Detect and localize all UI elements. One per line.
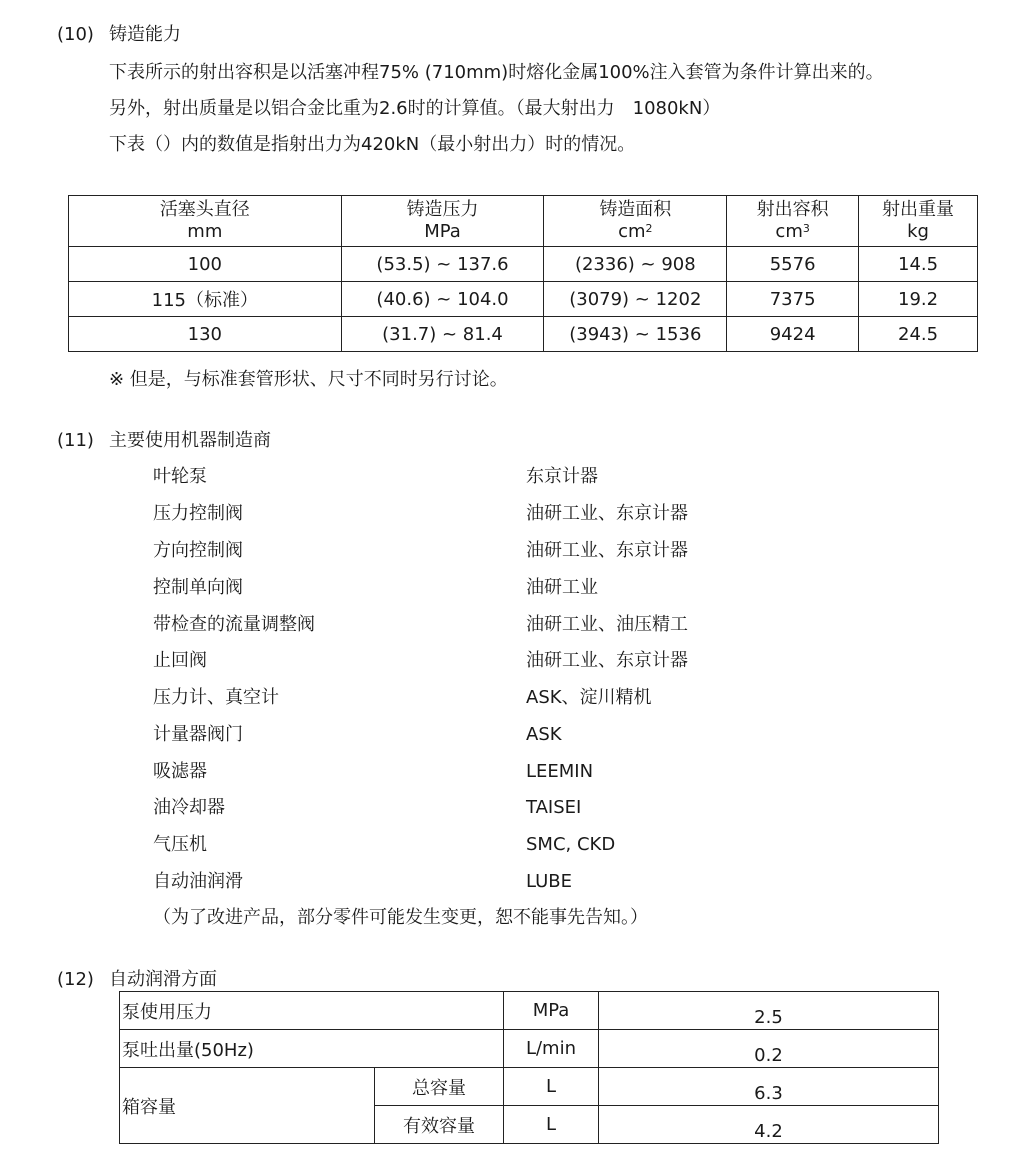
table-row: [69, 247, 978, 282]
cell-weight: 14.5: [859, 247, 978, 282]
section-10-note: ※ 但是，与标准套管形状、尺寸不同时另行讨论。: [109, 369, 508, 390]
cell-diameter: 115（标准）: [69, 282, 342, 317]
header-casting-area: 铸造面积 $cm^2$: [544, 196, 727, 247]
manufacturer: ASK、淀川精机: [526, 687, 652, 708]
unit-cell: L/min: [504, 1030, 599, 1068]
header-injection-weight: 射出重量 kg: [859, 196, 978, 247]
table-header-row: [69, 196, 978, 247]
cell-volume: 7375: [727, 282, 859, 317]
section-12-title: 自动润滑方面: [109, 969, 217, 990]
section-10-title: 铸造能力: [109, 24, 181, 45]
cell-pressure: (40.6) ~ 104.0: [341, 282, 544, 317]
manufacturer: LUBE: [526, 871, 573, 892]
value-cell: 6.3: [599, 1068, 939, 1106]
table-row: [120, 1068, 939, 1106]
equipment-name: 叶轮泵: [153, 466, 207, 487]
manufacturer: LEEMIN: [526, 761, 594, 782]
equipment-name: 压力计、真空计: [153, 687, 279, 708]
manufacturer: ASK: [526, 724, 562, 745]
equipment-name: 压力控制阀: [153, 503, 243, 524]
equipment-name: 吸滤器: [153, 761, 207, 782]
value-cell: 0.2: [599, 1030, 939, 1068]
section-11-note: （为了改进产品，部分零件可能发生变更，恕不能事先告知。）: [153, 907, 648, 928]
paragraph-3: 下表（）内的数值是指射出力为420kN（最小射出力）时的情况。: [109, 134, 636, 155]
cell-area: (2336) ~ 908: [544, 247, 727, 282]
equipment-name: 止回阀: [153, 650, 207, 671]
manufacturer: 油研工业、东京计器: [526, 503, 688, 524]
section-10-number: (10): [57, 24, 94, 45]
manufacturer: SMC, CKD: [526, 834, 616, 855]
cell-pressure: (53.5) ~ 137.6: [341, 247, 544, 282]
header-casting-pressure: 铸造压力 MPa: [341, 196, 544, 247]
sublabel-effective-capacity: 有效容量: [375, 1106, 504, 1144]
equipment-name: 计量器阀门: [153, 724, 243, 745]
table-row: [69, 282, 978, 317]
manufacturer: 油研工业: [526, 577, 598, 598]
cell-pressure: (31.7) ~ 81.4: [341, 317, 544, 352]
table-row: [69, 317, 978, 352]
manufacturer: 油研工业、油压精工: [526, 614, 688, 635]
section-11-number: (11): [57, 430, 94, 451]
equipment-name: 油冷却器: [153, 797, 225, 818]
unit-cell: L: [504, 1106, 599, 1144]
equipment-name: 方向控制阀: [153, 540, 243, 561]
table-row: [120, 992, 939, 1030]
header-plunger-diameter: 活塞头直径 mm: [69, 196, 342, 247]
cell-weight: 19.2: [859, 282, 978, 317]
cell-area: (3943) ~ 1536: [544, 317, 727, 352]
label-pump-output: 泵吐出量(50Hz): [120, 1030, 504, 1068]
unit-cell: L: [504, 1068, 599, 1106]
manufacturer: 东京计器: [526, 466, 598, 487]
equipment-name: 气压机: [153, 834, 207, 855]
header-injection-volume: 射出容积 $cm^3$: [727, 196, 859, 247]
label-tank-capacity: 箱容量: [120, 1068, 375, 1144]
cell-diameter: 100: [69, 247, 342, 282]
equipment-name: 自动油润滑: [153, 871, 243, 892]
equipment-name: 带检查的流量调整阀: [153, 614, 315, 635]
cell-weight: 24.5: [859, 317, 978, 352]
cell-volume: 9424: [727, 317, 859, 352]
casting-capacity-table: [68, 195, 978, 352]
cell-area: (3079) ~ 1202: [544, 282, 727, 317]
label-pump-pressure: 泵使用压力: [120, 992, 504, 1030]
table-row: [120, 1030, 939, 1068]
section-12-number: (12): [57, 969, 94, 990]
value-cell: 2.5: [599, 992, 939, 1030]
lubrication-table: [119, 991, 939, 1144]
section-11-title: 主要使用机器制造商: [109, 430, 271, 451]
paragraph-2: 另外，射出质量是以铝合金比重为2.6时的计算值。（最大射出力 1080kN）: [109, 98, 721, 119]
sublabel-total-capacity: 总容量: [375, 1068, 504, 1106]
unit-cell: MPa: [504, 992, 599, 1030]
value-cell: 4.2: [599, 1106, 939, 1144]
paragraph-1: 下表所示的射出容积是以活塞冲程75% (710mm)时熔化金属100%注入套管为条件计算出来的。: [109, 62, 884, 83]
equipment-name: 控制单向阀: [153, 577, 243, 598]
manufacturer: 油研工业、东京计器: [526, 650, 688, 671]
manufacturer: TAISEI: [526, 797, 582, 818]
manufacturer: 油研工业、东京计器: [526, 540, 688, 561]
cell-volume: 5576: [727, 247, 859, 282]
cell-diameter: 130: [69, 317, 342, 352]
